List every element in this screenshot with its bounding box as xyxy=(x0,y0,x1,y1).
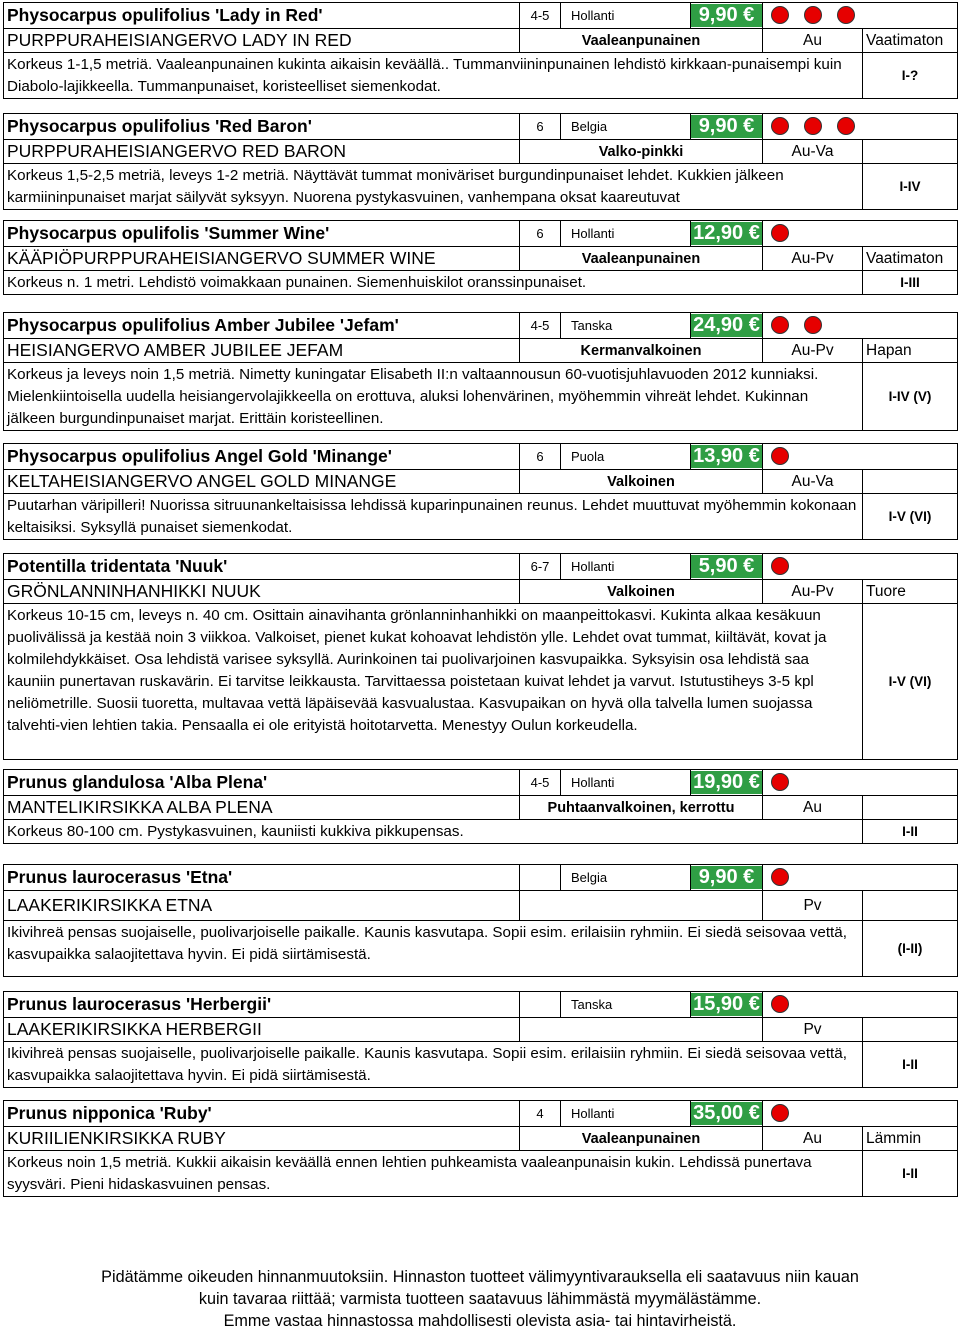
zone-number xyxy=(520,865,561,891)
latin-name: Physocarpus opulifolius 'Red Baron' xyxy=(4,114,520,140)
soil-requirement: Tuore xyxy=(863,580,958,604)
product-description: Korkeus noin 1,5 metriä. Kukkii aikaisin keväällä ennen lehtien puhkeamista vaaleanpunaisin kukin. Lehdissä punertava syysväri. Pieni hidaskasvuinen pensas. xyxy=(4,1151,863,1197)
hardiness-dot-icon xyxy=(804,316,822,334)
product-description: Korkeus n. 1 metri. Lehdistö voimakkaan punainen. Siemenhuiskilot oranssinpunaiset. xyxy=(4,271,863,295)
origin-country: Hollanti xyxy=(561,554,691,580)
flower-color: Valko-pinkki xyxy=(520,140,763,164)
origin-country: Puola xyxy=(561,444,691,470)
finnish-name: LAAKERIKIRSIKKA ETNA xyxy=(4,891,520,921)
product-table xyxy=(3,1100,958,1197)
latin-name: Prunus glandulosa 'Alba Plena' xyxy=(4,770,520,796)
soil-requirement xyxy=(863,1018,958,1042)
origin-country: Tanska xyxy=(561,313,691,339)
product-entry xyxy=(3,991,957,1088)
flower-color: Valkoinen xyxy=(520,580,763,604)
finnish-name: MANTELIKIRSIKKA ALBA PLENA xyxy=(4,796,520,820)
price-cell xyxy=(691,114,763,140)
hardiness-dot-icon xyxy=(771,117,789,135)
origin-country: Belgia xyxy=(561,114,691,140)
price-tag: 35,00 € xyxy=(691,1102,762,1125)
finnish-name: PURPPURAHEISIANGERVO RED BARON xyxy=(4,140,520,164)
footer-disclaimer xyxy=(0,1266,960,1332)
light-requirement: Au-Va xyxy=(763,470,863,494)
hardiness-dots xyxy=(763,992,958,1018)
product-entry xyxy=(3,220,957,295)
product-entry xyxy=(3,864,957,977)
product-table xyxy=(3,312,958,431)
flower-color: Kermanvalkoinen xyxy=(520,339,763,363)
price-cell xyxy=(691,3,763,29)
origin-country: Hollanti xyxy=(561,221,691,247)
product-table xyxy=(3,991,958,1088)
product-description: Puutarhan väripilleri! Nuorissa sitruunankeltaisissa lehdissä kuparinpunainen reunus. Lehdet muuttuvat myöhemmin kokonaan keltaisiksi. Syksyllä punaiset siemenkodat. xyxy=(4,494,863,540)
hardiness-dot-icon xyxy=(804,117,822,135)
origin-country: Belgia xyxy=(561,865,691,891)
product-entry xyxy=(3,113,957,210)
product-entry xyxy=(3,769,957,844)
zone-number xyxy=(520,992,561,1018)
hardiness-dot-icon xyxy=(771,6,789,24)
hardiness-dot-icon xyxy=(771,447,789,465)
hardiness-zone: I-II xyxy=(863,1042,958,1088)
flower-color: Puhtaanvalkoinen, kerrottu xyxy=(520,796,763,820)
flower-color: Vaaleanpunainen xyxy=(520,247,763,271)
zone-number: 4 xyxy=(520,1101,561,1127)
light-requirement: Au-Va xyxy=(763,140,863,164)
product-description: Ikivihreä pensas suojaiselle, puolivarjoiselle paikalle. Kaunis kasvutapa. Sopii esim. erilaisiin ryhmiin. Ei siedä seisovaa vettä, kasvupaikka salaojitettava hyvin. Ei pidä siirtämisestä. xyxy=(4,921,863,977)
hardiness-dot-icon xyxy=(771,1104,789,1122)
price-cell xyxy=(691,313,763,339)
product-table xyxy=(3,769,958,844)
finnish-name: PURPPURAHEISIANGERVO LADY IN RED xyxy=(4,29,520,53)
product-description: Korkeus 1-1,5 metriä. Vaaleanpunainen kukinta aikaisin keväällä.. Tummanviininpunainen lehdistö kirkkaan-punaisempi kuin Diabolo-lajikkeella. Tummanpunaiset, koristeelliset siemenkodat. xyxy=(4,53,863,99)
flower-color xyxy=(520,891,763,921)
price-tag: 15,90 € xyxy=(691,993,762,1016)
hardiness-dots xyxy=(763,3,958,29)
price-tag: 12,90 € xyxy=(691,222,762,245)
price-cell xyxy=(691,221,763,247)
light-requirement: Au-Pv xyxy=(763,580,863,604)
light-requirement: Au xyxy=(763,796,863,820)
zone-number: 6 xyxy=(520,221,561,247)
soil-requirement xyxy=(863,891,958,921)
hardiness-zone: I-IV (V) xyxy=(863,363,958,431)
hardiness-dots xyxy=(763,554,958,580)
price-cell xyxy=(691,444,763,470)
zone-number: 4-5 xyxy=(520,313,561,339)
hardiness-dots xyxy=(763,114,958,140)
soil-requirement: Hapan xyxy=(863,339,958,363)
hardiness-zone: I-III xyxy=(863,271,958,295)
hardiness-dot-icon xyxy=(837,117,855,135)
origin-country: Hollanti xyxy=(561,3,691,29)
product-entry xyxy=(3,2,957,99)
finnish-name: LAAKERIKIRSIKKA HERBERGII xyxy=(4,1018,520,1042)
hardiness-dots xyxy=(763,865,958,891)
origin-country: Hollanti xyxy=(561,770,691,796)
hardiness-dots xyxy=(763,313,958,339)
zone-number: 4-5 xyxy=(520,770,561,796)
product-entry xyxy=(3,553,957,760)
finnish-name: KELTAHEISIANGERVO ANGEL GOLD MINANGE xyxy=(4,470,520,494)
product-entry xyxy=(3,443,957,540)
latin-name: Prunus laurocerasus 'Etna' xyxy=(4,865,520,891)
zone-number: 4-5 xyxy=(520,3,561,29)
product-table xyxy=(3,553,958,760)
product-table xyxy=(3,443,958,540)
finnish-name: KURIILIENKIRSIKKA RUBY xyxy=(4,1127,520,1151)
hardiness-dots xyxy=(763,444,958,470)
price-cell xyxy=(691,770,763,796)
hardiness-zone: (I-II) xyxy=(863,921,958,977)
flower-color xyxy=(520,1018,763,1042)
soil-requirement xyxy=(863,140,958,164)
latin-name: Physocarpus opulifolius Amber Jubilee 'Jefam' xyxy=(4,313,520,339)
finnish-name: HEISIANGERVO AMBER JUBILEE JEFAM xyxy=(4,339,520,363)
price-tag: 19,90 € xyxy=(691,771,762,794)
price-tag: 13,90 € xyxy=(691,445,762,468)
light-requirement: Pv xyxy=(763,1018,863,1042)
product-table xyxy=(3,864,958,977)
flower-color: Vaaleanpunainen xyxy=(520,1127,763,1151)
price-tag: 5,90 € xyxy=(691,555,762,578)
latin-name: Prunus laurocerasus 'Herbergii' xyxy=(4,992,520,1018)
zone-number: 6 xyxy=(520,114,561,140)
soil-requirement xyxy=(863,796,958,820)
latin-name: Physocarpus opulifolius 'Lady in Red' xyxy=(4,3,520,29)
soil-requirement: Vaatimaton xyxy=(863,247,958,271)
product-description: Korkeus ja leveys noin 1,5 metriä. Nimetty kuningatar Elisabeth II:n valtaannousun 60-vuotisjuhlavuoden 2012 kunniaksi. Mielenkiintoisella uudella heisiangervolajikkeella on erottuva, aluksi lohenvärinen, myöhemmin vihreät lehdet. Kukinnan jälkeen burgundinpunaiset marjat. Erittäin koristeellinen. xyxy=(4,363,863,431)
finnish-name: GRÖNLANNINHANHIKKI NUUK xyxy=(4,580,520,604)
flower-color: Valkoinen xyxy=(520,470,763,494)
origin-country: Tanska xyxy=(561,992,691,1018)
footer-line-1: Pidätämme oikeuden hinnanmuutoksiin. Hinnaston tuotteet välimyyntivarauksella eli saatavuus niin kauan xyxy=(101,1268,859,1286)
light-requirement: Au xyxy=(763,29,863,53)
hardiness-zone: I-V (VI) xyxy=(863,604,958,760)
zone-number: 6 xyxy=(520,444,561,470)
hardiness-zone: I-II xyxy=(863,1151,958,1197)
latin-name: Physocarpus opulifolius Angel Gold 'Minange' xyxy=(4,444,520,470)
soil-requirement xyxy=(863,470,958,494)
finnish-name: KÄÄPIÖPURPPURAHEISIANGERVO SUMMER WINE xyxy=(4,247,520,271)
soil-requirement: Vaatimaton xyxy=(863,29,958,53)
hardiness-dot-icon xyxy=(771,557,789,575)
hardiness-zone: I-II xyxy=(863,820,958,844)
footer-line-3: Emme vastaa hinnastossa mahdollisesti olevista asia- tai hintavirheistä. xyxy=(223,1312,737,1330)
light-requirement: Au-Pv xyxy=(763,247,863,271)
price-cell xyxy=(691,554,763,580)
price-cell xyxy=(691,865,763,891)
hardiness-zone: I-V (VI) xyxy=(863,494,958,540)
hardiness-dots xyxy=(763,221,958,247)
light-requirement: Au xyxy=(763,1127,863,1151)
hardiness-dot-icon xyxy=(804,6,822,24)
product-table xyxy=(3,2,958,99)
product-description: Ikivihreä pensas suojaiselle, puolivarjoiselle paikalle. Kaunis kasvutapa. Sopii esim. erilaisiin ryhmiin. Ei siedä seisovaa vettä, kasvupaikka salaojitettava hyvin. Ei pidä siirtämisestä. xyxy=(4,1042,863,1088)
hardiness-dot-icon xyxy=(771,868,789,886)
light-requirement: Au-Pv xyxy=(763,339,863,363)
price-tag: 9,90 € xyxy=(691,4,762,27)
hardiness-dot-icon xyxy=(771,316,789,334)
hardiness-dot-icon xyxy=(771,224,789,242)
hardiness-dot-icon xyxy=(771,995,789,1013)
flower-color: Vaaleanpunainen xyxy=(520,29,763,53)
product-table xyxy=(3,113,958,210)
hardiness-dot-icon xyxy=(837,6,855,24)
hardiness-dots xyxy=(763,1101,958,1127)
soil-requirement: Lämmin xyxy=(863,1127,958,1151)
latin-name: Prunus nipponica 'Ruby' xyxy=(4,1101,520,1127)
price-cell xyxy=(691,992,763,1018)
price-tag: 9,90 € xyxy=(691,115,762,138)
light-requirement: Pv xyxy=(763,891,863,921)
origin-country: Hollanti xyxy=(561,1101,691,1127)
product-description: Korkeus 1,5-2,5 metriä, leveys 1-2 metriä. Näyttävät tummat moniväriset burgundinpunaiset lehdet. Kukkien jälkeen karmiininpunaiset marjat säilyvät syksyyn. Nuorena pystykasvuinen, vanhempana oksat kaareutuvat xyxy=(4,164,863,210)
hardiness-dots xyxy=(763,770,958,796)
price-cell xyxy=(691,1101,763,1127)
footer-line-2: kuin tavaraa riittää; varmista tuotteen saatavuus lähimmästä myymälästämme. xyxy=(198,1290,762,1308)
latin-name: Potentilla tridentata 'Nuuk' xyxy=(4,554,520,580)
hardiness-dot-icon xyxy=(771,773,789,791)
latin-name: Physocarpus opulifolis 'Summer Wine' xyxy=(4,221,520,247)
product-table xyxy=(3,220,958,295)
price-tag: 24,90 € xyxy=(691,314,762,337)
product-description: Korkeus 80-100 cm. Pystykasvuinen, kauniisti kukkiva pikkupensas. xyxy=(4,820,863,844)
hardiness-zone: I-? xyxy=(863,53,958,99)
hardiness-zone: I-IV xyxy=(863,164,958,210)
product-entry xyxy=(3,312,957,431)
product-entry xyxy=(3,1100,957,1197)
product-description: Korkeus 10-15 cm, leveys n. 40 cm. Osittain ainavihanta grönlanninhanhikki on maanpeittokasvi. Kukinta alkaa kesäkuun puolivälissä ja kestää noin 3 viikkoa. Valkoiset, pienet kukat kohoavat lehdistön ylle. Lehdet ovat tummat, kiiltävät, kovat ja kolmilehdykkäiset. Osa lehdistä varisee syksyllä. Aurinkoinen tai puolivarjoinen kasvupaikka. Syksyisin osa lehdistä saa kauniin punertavan ruskavärin. Ei tarvitse leikkausta. Tarvittaessa poistetaan kuivat lehdet ja varvut. Istutustiheys 3-5 kpl neliömetrille. Suosii tuoretta, multavaa vettä läpäisevää kasvualustaa. Kasvupaikan on hyvä olla talvella lumen suojassa talvehti-vien lehtien takia. Pensaalla ei ole erityistä hoitotarvetta. Menestyy Oulun korkeudella. xyxy=(4,604,863,760)
zone-number: 6-7 xyxy=(520,554,561,580)
price-tag: 9,90 € xyxy=(691,866,762,889)
